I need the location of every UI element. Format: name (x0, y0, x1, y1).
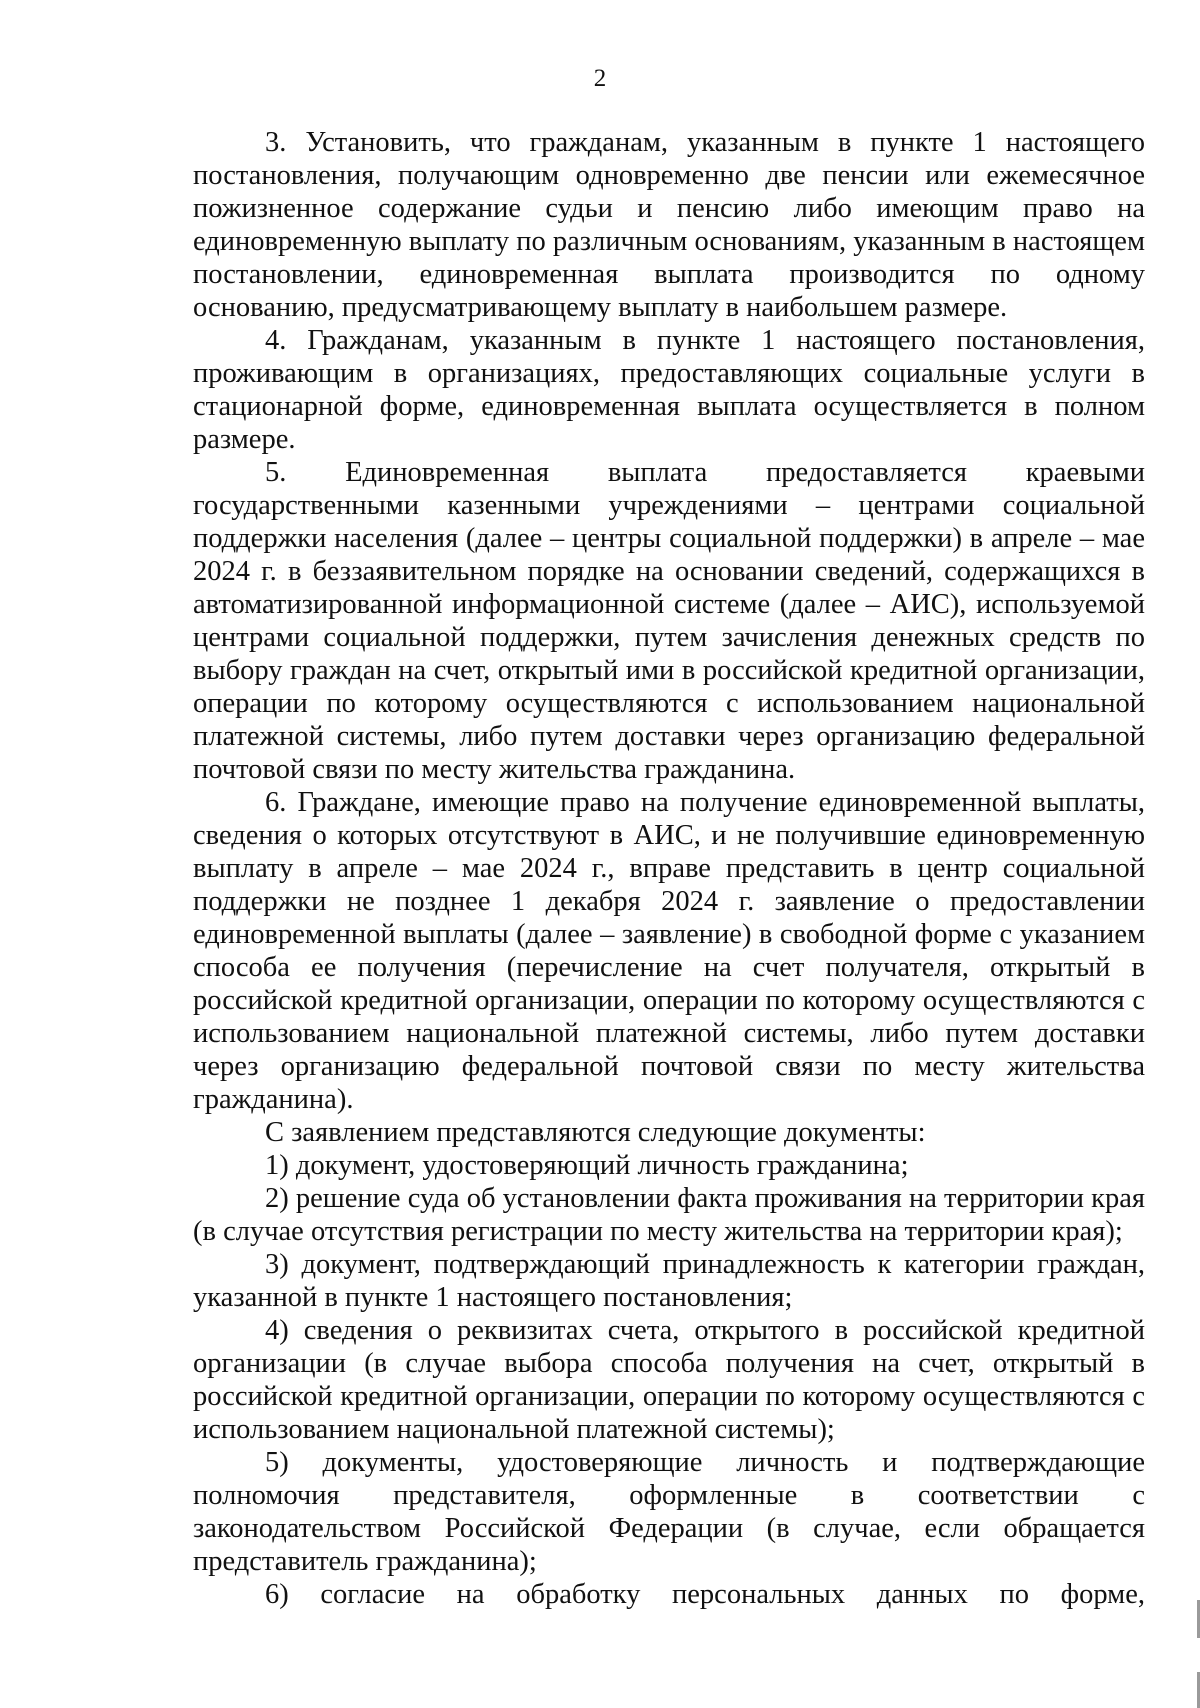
paragraph-item-4: 4. Гражданам, указанным в пункте 1 настоящего постановления, проживающим в организациях, предоставляющих социальные услуги в стационарной форме, единовременная выплата осуществляется в полном размере. (193, 325, 1145, 455)
document-list-item-5: 5) документы, удостоверяющие личность и подтверждающие полномочия представителя, оформленные в соответствии с законодательством Российской Федерации (в случае, если обращается представитель гражданина); (193, 1447, 1145, 1577)
document-body (193, 126, 1145, 1611)
document-list-item-2: 2) решение суда об установлении факта проживания на территории края (в случае отсутствия регистрации по месту жительства на территории края); (193, 1183, 1145, 1247)
paragraph-item-6: 6. Граждане, имеющие право на получение единовременной выплаты, сведения о которых отсутствуют в АИС, и не получившие единовременную выплату в апреле – мае 2024 г., вправе представить в центр социальной поддержки не позднее 1 декабря 2024 г. заявление о предоставлении единовременной выплаты (далее – заявление) в свободной форме с указанием способа ее получения (перечисление на счет получателя, открытый в российской кредитной организации, операции по которому осуществляются с использованием национальной платежной системы, либо путем доставки через организацию федеральной почтовой связи по месту жительства гражданина). (193, 787, 1145, 1115)
paragraph-item-5: 5. Единовременная выплата предоставляется краевыми государственными казенными учреждениями – центрами социальной поддержки населения (далее – центры социальной поддержки) в апреле – мае 2024 г. в беззаявительном порядке на основании сведений, содержащихся в автоматизированной информационной системе (далее – АИС), используемой центрами социальной поддержки, путем зачисления денежных средств по выбору граждан на счет, открытый ими в российской кредитной организации, операции по которому осуществляются с использованием национальной платежной системы, либо путем доставки через организацию федеральной почтовой связи по месту жительства гражданина. (193, 457, 1145, 785)
page-number: 2 (593, 65, 607, 92)
paragraph-item-3: 3. Установить, что гражданам, указанным в пункте 1 настоящего постановления, получающим одновременно две пенсии или ежемесячное пожизненное содержание судьи и пенсию либо имеющим право на единовременную выплату по различным основаниям, указанным в настоящем постановлении, единовременная выплата производится по одному основанию, предусматривающему выплату в наибольшем размере. (193, 127, 1145, 323)
document-list-item-6: 6) согласие на обработку персональных данных по форме, (265, 1579, 1145, 1610)
document-list-item-4: 4) сведения о реквизитах счета, открытого в российской кредитной организации (в случае выбора способа получения на счет, открытый в российской кредитной организации, операции по которому осуществляются с использованием национальной платежной системы); (193, 1315, 1145, 1445)
documents-intro: С заявлением представляются следующие документы: (265, 1117, 926, 1148)
document-list-item-1: 1) документ, удостоверяющий личность гражданина; (265, 1150, 909, 1181)
document-list-item-3: 3) документ, подтверждающий принадлежность к категории граждан, указанной в пункте 1 настоящего постановления; (193, 1249, 1145, 1313)
